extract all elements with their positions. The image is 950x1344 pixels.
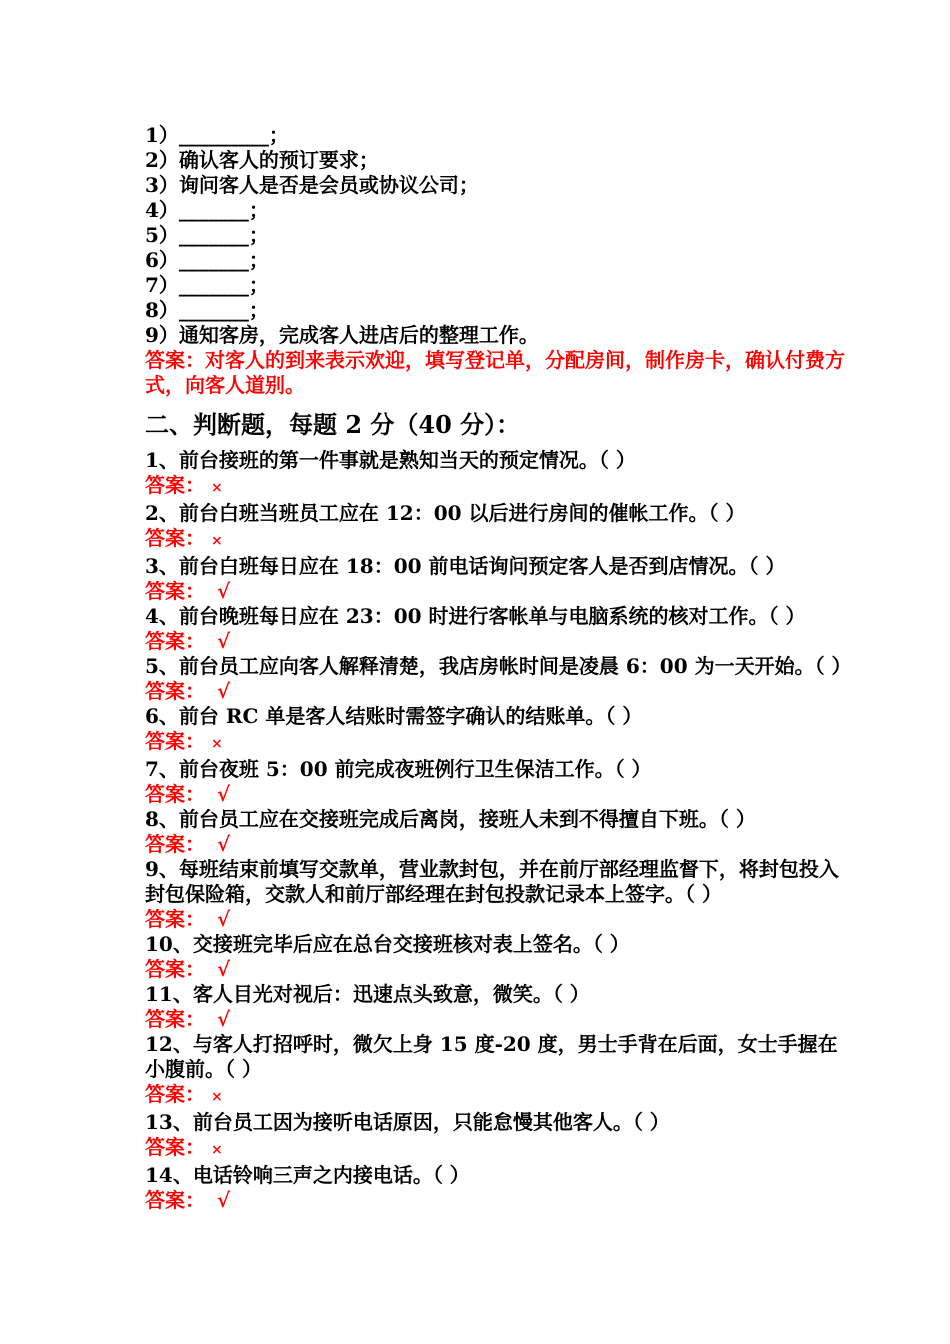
fill-item-3: 3）询问客人是否是会员或协议公司； [145, 173, 479, 197]
answer-line [145, 907, 855, 932]
answer-label: 答案： [145, 579, 205, 603]
question-text: 5、前台员工应向客人解释清楚，我店房帐时间是凌晨 6：00 为一天开始。（ ） [145, 654, 852, 678]
answer-line [145, 629, 855, 654]
question-text: 6、前台 RC 单是客人结账时需签字确认的结账单。（ ） [145, 704, 643, 728]
cross-mark-icon: × [211, 480, 223, 496]
question-text: 14、电话铃响三声之内接电话。（ ） [145, 1163, 470, 1187]
fill-item-7: 7）_______； [145, 273, 269, 297]
question-item [145, 1110, 855, 1163]
fill-item-6: 6）_______； [145, 248, 269, 272]
answer-line [145, 1188, 855, 1213]
answer-line [145, 729, 855, 757]
answer-label: 答案： [145, 526, 205, 550]
check-mark-icon: √ [217, 907, 231, 931]
check-mark-icon: √ [217, 782, 231, 806]
answer-line [145, 957, 855, 982]
fill-item-9: 9）通知客房，完成客人进店后的整理工作。 [145, 323, 539, 347]
fill-answer: 答案：对客人的到来表示欢迎，填写登记单，分配房间，制作房卡，确认付费方式，向客人道别。 [145, 348, 845, 397]
question-item [145, 604, 855, 654]
question-item [145, 704, 855, 757]
question-item [145, 982, 855, 1032]
section-title: 二、判断题，每题 2 分（40 分）： [145, 410, 521, 439]
question-item [145, 554, 855, 604]
fill-item-5: 5）_______； [145, 223, 269, 247]
question-list [145, 448, 855, 1213]
answer-line [145, 579, 855, 604]
answer-label: 答案： [145, 957, 205, 981]
question-item [145, 807, 855, 857]
question-text: 10、交接班完毕后应在总台交接班核对表上签名。（ ） [145, 932, 630, 956]
question-text: 1、前台接班的第一件事就是熟知当天的预定情况。（ ） [145, 448, 636, 472]
answer-label: 答案： [145, 679, 205, 703]
question-item [145, 1032, 855, 1110]
answer-line [145, 473, 855, 501]
question-item [145, 1163, 855, 1213]
answer-label: 答案： [145, 1188, 205, 1212]
check-mark-icon: √ [217, 629, 231, 653]
answer-line [145, 1007, 855, 1032]
check-mark-icon: √ [217, 579, 231, 603]
question-text: 4、前台晚班每日应在 23：00 时进行客帐单与电脑系统的核对工作。（ ） [145, 604, 806, 628]
fill-item-2: 2）确认客人的预订要求； [145, 148, 379, 172]
fill-in-list [145, 123, 855, 398]
question-item [145, 757, 855, 807]
answer-label: 答案： [145, 1135, 205, 1159]
answer-line [145, 1082, 855, 1110]
check-mark-icon: √ [217, 832, 231, 856]
cross-mark-icon: × [211, 533, 223, 549]
answer-line [145, 679, 855, 704]
answer-label: 答案： [145, 1082, 205, 1106]
question-text: 12、与客人打招呼时，微欠上身 15 度-20 度，男士手背在后面，女士手握在小腹前。（ ） [145, 1032, 838, 1081]
cross-mark-icon: × [211, 1142, 223, 1158]
fill-item-1: 1）_________； [145, 123, 289, 147]
question-item [145, 857, 855, 932]
check-mark-icon: √ [217, 1188, 231, 1212]
question-item [145, 654, 855, 704]
fill-item-8: 8）_______； [145, 298, 269, 322]
question-item [145, 501, 855, 554]
question-item [145, 932, 855, 982]
cross-mark-icon: × [211, 1089, 223, 1105]
question-text: 3、前台白班每日应在 18：00 前电话询问预定客人是否到店情况。（ ） [145, 554, 786, 578]
question-item [145, 448, 855, 501]
question-text: 11、客人目光对视后：迅速点头致意，微笑。（ ） [145, 982, 590, 1006]
document-page [145, 123, 855, 1213]
fill-item-4: 4）_______； [145, 198, 269, 222]
question-text: 2、前台白班当班员工应在 12：00 以后进行房间的催帐工作。（ ） [145, 501, 746, 525]
check-mark-icon: √ [217, 679, 231, 703]
answer-label: 答案： [145, 832, 205, 856]
cross-mark-icon: × [211, 736, 223, 752]
question-text: 13、前台员工因为接听电话原因，只能怠慢其他客人。（ ） [145, 1110, 670, 1134]
check-mark-icon: √ [217, 1007, 231, 1031]
answer-line [145, 832, 855, 857]
answer-line [145, 526, 855, 554]
check-mark-icon: √ [217, 957, 231, 981]
answer-label: 答案： [145, 729, 205, 753]
question-text: 7、前台夜班 5：00 前完成夜班例行卫生保洁工作。（ ） [145, 757, 652, 781]
answer-label: 答案： [145, 907, 205, 931]
answer-line [145, 782, 855, 807]
answer-label: 答案： [145, 782, 205, 806]
answer-label: 答案： [145, 629, 205, 653]
question-text: 9、每班结束前填写交款单，营业款封包，并在前厅部经理监督下，将封包投入封包保险箱，交款人和前厅部经理在封包投款记录本上签字。（ ） [145, 857, 839, 906]
question-text: 8、前台员工应在交接班完成后离岗，接班人未到不得擅自下班。（ ） [145, 807, 756, 831]
answer-label: 答案： [145, 473, 205, 497]
answer-line [145, 1135, 855, 1163]
answer-label: 答案： [145, 1007, 205, 1031]
